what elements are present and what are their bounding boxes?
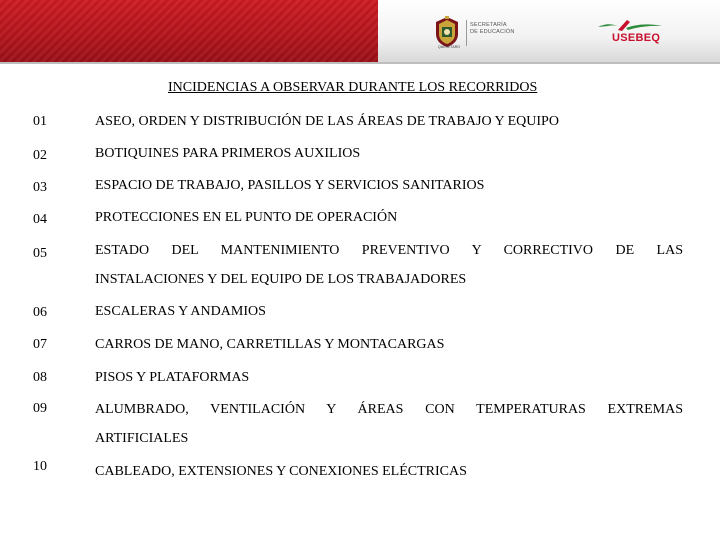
secretaria-educacion-logo: [432, 16, 542, 52]
item-text: CARROS DE MANO, CARRETILLAS Y MONTACARGAS: [95, 337, 445, 352]
usebeq-logo: [596, 18, 666, 46]
item-text: ARTIFICIALES: [95, 431, 189, 446]
item-number: 05: [33, 246, 47, 261]
item-number: 06: [33, 305, 47, 320]
item-number: 08: [33, 370, 47, 385]
item-number: 09: [33, 401, 47, 416]
item-text: PISOS Y PLATAFORMAS: [95, 370, 250, 385]
item-text: CABLEADO, EXTENSIONES Y CONEXIONES ELÉCTRICAS: [95, 464, 467, 479]
item-text: ESPACIO DE TRABAJO, PASILLOS Y SERVICIOS SANITARIOS: [95, 178, 485, 193]
logo-divider: [466, 20, 467, 46]
emblem-caption: QUERÉTARO: [438, 45, 460, 49]
item-number: 04: [33, 212, 47, 227]
item-number: 10: [33, 459, 47, 474]
item-number: 01: [33, 114, 47, 129]
agency-name: [470, 22, 550, 36]
header-banner: [0, 0, 720, 62]
agency-line-1: SECRETARÍA: [470, 22, 507, 28]
item-number: 02: [33, 148, 47, 163]
page-title: INCIDENCIAS A OBSERVAR DURANTE LOS RECORRIDOS: [168, 80, 538, 95]
agency-line-2: DE EDUCACIÓN: [470, 29, 515, 35]
item-number: 07: [33, 337, 47, 352]
header-red-band: [0, 0, 378, 62]
item-number: 03: [33, 180, 47, 195]
item-text: ESCALERAS Y ANDAMIOS: [95, 304, 266, 319]
item-text: BOTIQUINES PARA PRIMEROS AUXILIOS: [95, 146, 361, 161]
item-text: ALUMBRADO, VENTILACIÓN Y ÁREAS CON TEMPERATURAS EXTREMAS: [95, 402, 683, 417]
header-divider: [0, 62, 720, 64]
item-text: INSTALACIONES Y DEL EQUIPO DE LOS TRABAJADORES: [95, 272, 467, 287]
item-text: ASEO, ORDEN Y DISTRIBUCIÓN DE LAS ÁREAS DE TRABAJO Y EQUIPO: [95, 114, 559, 129]
item-text: PROTECCIONES EN EL PUNTO DE OPERACIÓN: [95, 210, 398, 225]
usebeq-wordmark: USEBEQ: [612, 32, 661, 44]
item-text: ESTADO DEL MANTENIMIENTO PREVENTIVO Y CORRECTIVO DE LAS: [95, 243, 683, 258]
